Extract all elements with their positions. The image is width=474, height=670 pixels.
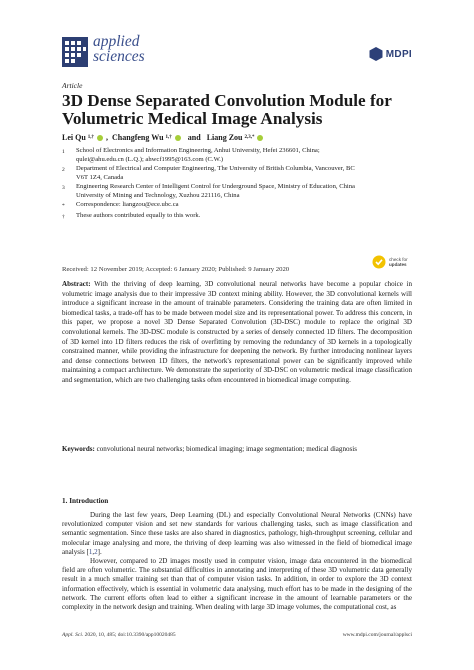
affiliation-item (62, 147, 362, 164)
author-affil-sup: 1,† (87, 135, 95, 140)
journal-name (93, 34, 145, 64)
page-footer (62, 632, 412, 638)
abstract-text: With the thriving of deep learning, 3D convolutional neural networks have become a popular choice in volumetric image analysis due to their impressive 3D context mining ability. However, the 3D convolutional kernels will introduce a significant increase in the amount of trainable parameters. Considering the training data are often limited in biomedical tasks, a trade-off has to be made between model size and its representational power. To address this concern, in this paper, we propose a novel 3D Dense Separated Convolution (3D-DSC) module to replace the original 3D convolutional kernels. The 3D-DSC module is constructed by a series of densely connected 1D filters. The decomposition of 3D kernel into 1D filters reduces the risk of overfitting by removing the redundancy of 3D kernels in a topologically constrained manner, while providing the infrastructure for deepening the network. By further introducing nonlinear layers and dense connections between 1D filters, the network's representational power can be significantly improved while maintaining a compact architecture. We demonstrate the superiority of 3D-DSC on volumetric medical image classification and segmentation, which are two challenging tasks often encountered in biomedical image computing. (62, 280, 412, 384)
affiliation-number: 1 (62, 149, 65, 155)
author-name[interactable]: Liang Zou (206, 133, 243, 142)
abstract-label: Abstract: (62, 280, 91, 288)
affiliation-item (62, 165, 362, 182)
orcid-icon[interactable] (175, 135, 181, 141)
affiliation-text: These authors contributed equally to this work. (76, 211, 201, 219)
mdpi-logo-icon (369, 47, 383, 61)
paragraph: However, compared to 2D images mostly used in computer vision, image data encountered in the biomedical field are often volumetric. The substantial difficulties in annotating and interpreting of these 3D volumetric data generally result in a much smaller training set than that of computer vision tasks. In addition, in order to explore the 3D context information effectively, which is essential in volumetric data analysing, much effort has to be made in the designing of the network. The current efforts often lead to either a significant increase in the amount of learnable parameters or the complexity in the network design and training. When dealing with large 3D image volumes, the computational cost, as (62, 557, 412, 612)
paragraph-text: ]. (97, 547, 102, 556)
orcid-icon[interactable] (97, 135, 103, 141)
author-list: Lei Qu 1,† , Changfeng Wu 1,† and Liang Zou 2,3,* (62, 133, 264, 142)
author-name[interactable]: Changfeng Wu (112, 133, 164, 142)
journal-logo-icon (62, 37, 88, 67)
paper-title: 3D Dense Separated Convolution Module for Volumetric Medical Image Analysis (62, 91, 392, 128)
affiliation-item (62, 212, 362, 222)
author-name[interactable]: Lei Qu (62, 133, 86, 142)
footer-citation: 2020, 10, 485; doi:10.3390/app10020485 (84, 632, 176, 638)
check-updates-icon (372, 255, 386, 269)
correspondence-email[interactable]: Correspondence: liangzou@ece.ubc.ca (76, 201, 179, 208)
check-for-updates-button[interactable] (372, 255, 408, 269)
affiliation-text: Department of Electrical and Computer Engineering, The University of British Columbia, Vancouver, BC V6T 1Z4, Canada (76, 165, 355, 181)
affiliation-text: Engineering Research Center of Intelligent Control for Underground Space, Ministry of Education, China University of Mining and Technology, Xuzhou 221116, China (76, 183, 355, 199)
citation-link[interactable]: 2 (94, 547, 98, 556)
citation-separator: , (92, 547, 95, 556)
paragraph-text: During the last few years, Deep Learning (DL) and especially Convolutional Neural Networks (CNNs) have revolutionized computer vision and set new standards for various challenging tasks, such as image classification and semantic segmentation. Since these tasks are also shared in diagnostics, pathology, high-throughput screening, cellular and molecular image analysing and more, the thriving of deep learning was also witnessed in the field of biomedical image analysis [ (62, 511, 412, 556)
affiliations (62, 147, 362, 222)
keywords (62, 445, 412, 455)
affiliation-number: * (62, 203, 65, 209)
affiliation-text: School of Electronics and Information Engineering, Anhui University, Hefei 236601, China; qulei@ahu.edu.cn (L.Q.); ahwcf1995@163.com (C.W.) (76, 147, 320, 163)
publication-dates: Received: 12 November 2019; Accepted: 6 January 2020; Published: 9 January 2020 (62, 266, 290, 273)
check-updates-line1: check for (389, 256, 408, 262)
author-conjunction: and (187, 133, 201, 142)
introduction-body (62, 511, 412, 612)
author-affil-sup: 2,3,* (244, 135, 255, 140)
footer-journal: Appl. Sci. (62, 632, 84, 638)
keywords-label: Keywords: (62, 445, 95, 453)
affiliation-item (62, 183, 362, 200)
journal-name-line2: sciences (93, 48, 145, 65)
check-updates-line2: updates (389, 262, 407, 267)
author-affil-sup: 1,† (165, 135, 172, 140)
affiliation-number: 2 (62, 167, 65, 173)
footer-url[interactable]: www.mdpi.com/journal/applsci (342, 632, 412, 638)
affiliation-number: 3 (62, 185, 65, 191)
publisher-name: MDPI (385, 48, 412, 60)
affiliation-number: † (62, 213, 65, 220)
paragraph (62, 511, 412, 557)
keywords-text: convolutional neural networks; biomedical imaging; image segmentation; medical diagnosis (96, 445, 357, 453)
orcid-icon[interactable] (257, 135, 263, 141)
abstract (62, 280, 412, 386)
section-heading: 1. Introduction (62, 497, 109, 505)
mdpi-logo (369, 46, 412, 62)
article-type: Article (62, 81, 83, 90)
affiliation-item (62, 201, 362, 211)
citation-link[interactable]: 1 (88, 547, 93, 556)
journal-name-line1: applied (93, 33, 140, 50)
